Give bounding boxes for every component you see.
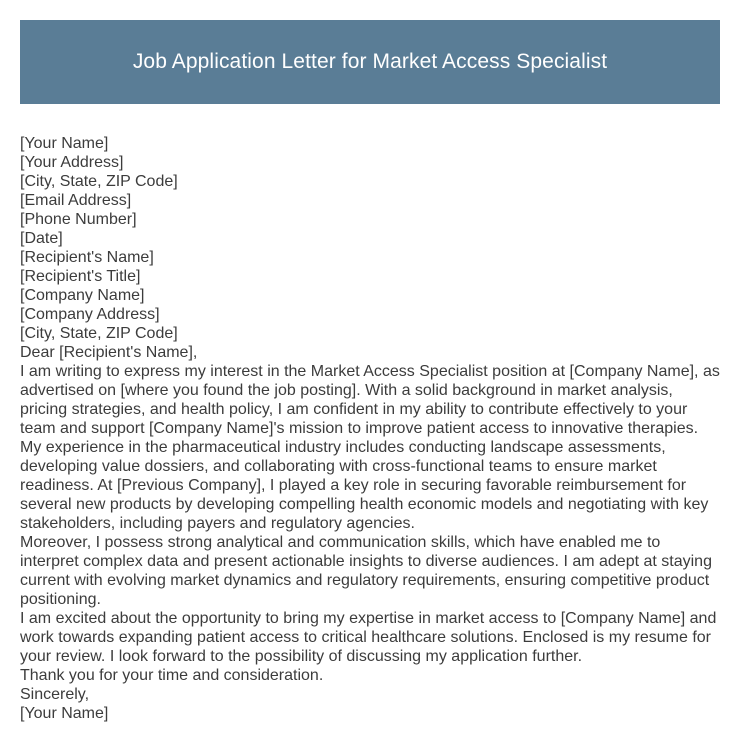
paragraph-skills: Moreover, I possess strong analytical and communication skills, which have enabled me to interpret complex data and present actionable insights to diverse audiences. I am adept at staying current with evolving market dynamics and regulatory requirements, ensuring competitive product positioning. — [20, 534, 712, 608]
closing: Sincerely, — [20, 686, 90, 703]
paragraph-intro: I am writing to express my interest in the Market Access Specialist position at [Company Name], as advertised on [where you found the job posting]. With a solid background in market analysis, pricing strategies, and health policy, I am confident in my ability to contribute effectively to your team and support [Company Name]'s mission to improve patient access to innovative therapies. — [20, 363, 720, 437]
sender-name: [Your Name] — [20, 135, 109, 152]
sender-phone: [Phone Number] — [20, 211, 137, 228]
sender-email: [Email Address] — [20, 192, 132, 209]
title-banner — [20, 20, 720, 104]
paragraph-closing-interest: I am excited about the opportunity to bring my expertise in market access to [Company Name] and work towards expanding patient access to critical healthcare solutions. Enclosed is my resume for your review. I look forward to the possibility of discussing my application further. — [20, 610, 717, 665]
sender-city-state-zip: [City, State, ZIP Code] — [20, 173, 178, 190]
recipient-name: [Recipient's Name] — [20, 249, 154, 266]
paragraph-thanks: Thank you for your time and consideration. — [20, 667, 324, 684]
salutation: Dear [Recipient's Name], — [20, 344, 198, 361]
paragraph-experience: My experience in the pharmaceutical industry includes conducting landscape assessments, developing value dossiers, and collaborating with cross-functional teams to ensure market readiness. At [Previous Company], I played a key role in securing favorable reimbursement for several new products by developing compelling health economic models and negotiating with key stakeholders, including payers and regulatory agencies. — [20, 439, 709, 532]
sender-address: [Your Address] — [20, 154, 124, 171]
recipient-city-state-zip: [City, State, ZIP Code] — [20, 325, 178, 342]
page-title: Job Application Letter for Market Access Specialist — [132, 50, 608, 73]
recipient-company-address: [Company Address] — [20, 306, 160, 323]
letter-body — [20, 134, 722, 723]
recipient-title: [Recipient's Title] — [20, 268, 141, 285]
signature: [Your Name] — [20, 705, 109, 722]
letter-date: [Date] — [20, 230, 63, 247]
recipient-company: [Company Name] — [20, 287, 145, 304]
